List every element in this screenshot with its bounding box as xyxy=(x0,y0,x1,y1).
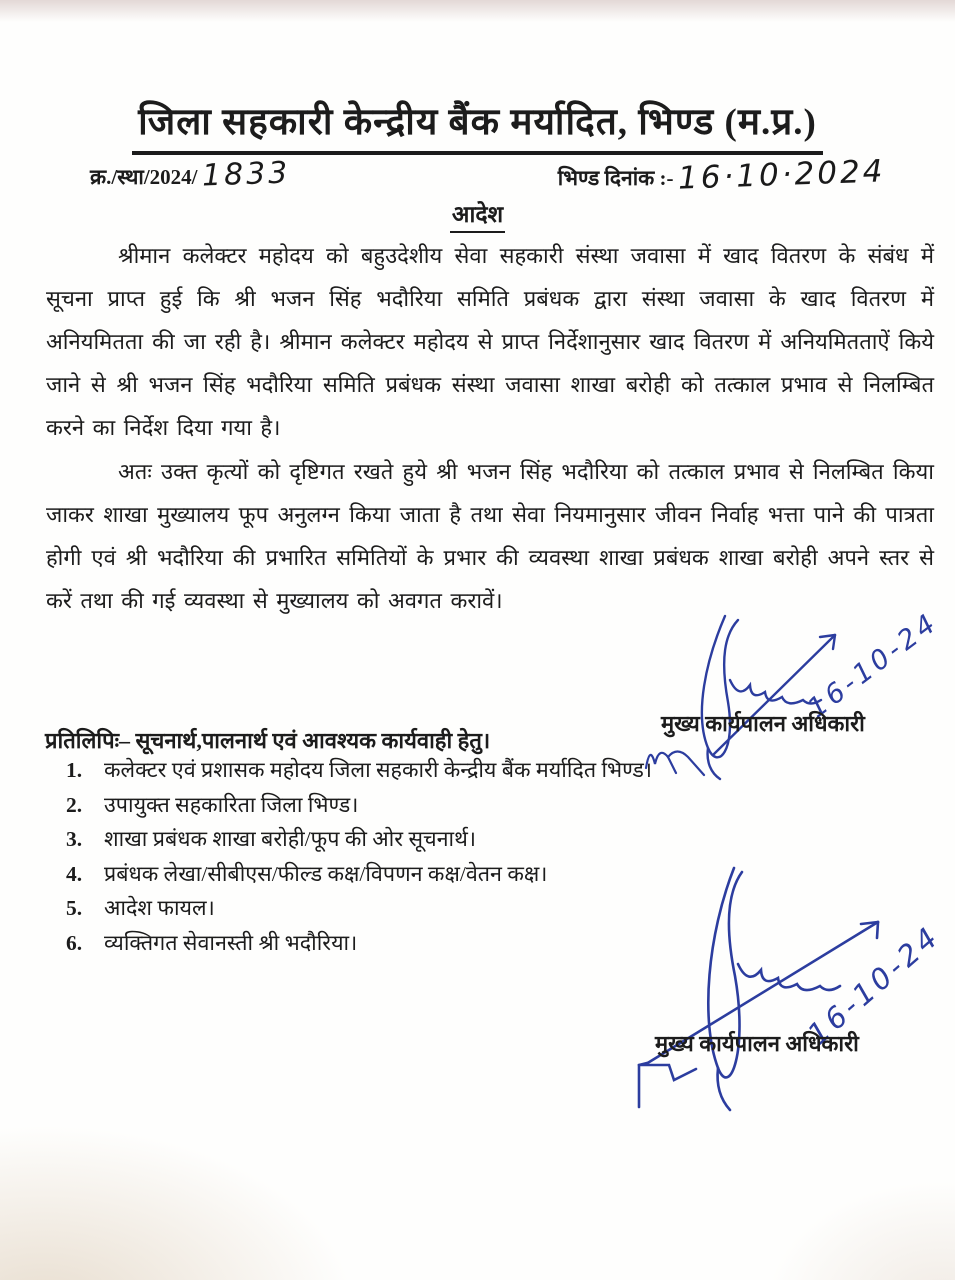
order-heading-text: आदेश xyxy=(450,197,505,233)
list-item-number: 5. xyxy=(66,896,83,920)
date-label: भिण्ड दिनांक :- xyxy=(557,166,674,190)
list-item-text: कलेक्टर एवं प्रशासक महोदय जिला सहकारी केन्द्रीय बैंक मर्यादित भिण्ड। xyxy=(104,758,652,782)
list-item xyxy=(66,758,652,782)
list-item-text: व्यक्तिगत सेवानस्ती श्री भदौरिया। xyxy=(104,930,358,955)
signature-2-designation: मुख्य कार्यपालन अधिकारी xyxy=(655,1031,859,1056)
list-item-number: 2. xyxy=(66,792,83,817)
list-item xyxy=(66,793,652,817)
reference-label: क्र./स्था/2024/ xyxy=(90,165,198,189)
scan-smudge-artifact xyxy=(0,1110,380,1280)
list-item-number: 6. xyxy=(66,930,83,955)
signature-1-designation: मुख्य कार्यपालन अधिकारी xyxy=(661,711,865,736)
order-heading xyxy=(0,197,955,233)
list-item-number: 1. xyxy=(66,758,83,782)
signature-1-ink xyxy=(628,598,938,783)
list-item-number: 4. xyxy=(66,861,83,886)
scan-edge-artifact xyxy=(0,0,955,22)
signature-1-date-handwritten: 16-10-24 xyxy=(802,606,945,725)
list-item-text: उपायुक्त सहकारिता जिला भिण्ड। xyxy=(104,792,359,817)
paragraph-1: श्रीमान कलेक्टर महोदय को बहुउदेशीय सेवा सहकारी संस्था जवासा में खाद वितरण के संबंध में सूचना प्राप्त हुई कि श्री भजन सिंह भदौरिया समिति प्रबंधक द्वारा संस्था जवासा के खाद वितरण में अनियमितता की जा रही है। श्रीमान कलेक्टर महोदय से प्राप्त निर्देशानुसार खाद वितरण में अनियमितताऐं किये जाने से श्री भजन सिंह भदौरिया समिति प्रबंधक संस्था जवासा शाखा बरोही को तत्काल प्रभाव से निलम्बित करने का निर्देश दिया गया है। xyxy=(46,243,934,440)
list-item xyxy=(66,827,652,851)
list-item-text: आदेश फायल। xyxy=(104,896,215,920)
list-item-number: 3. xyxy=(66,827,83,851)
reference-number-handwritten: 1833 xyxy=(200,155,291,194)
reference-row xyxy=(88,153,895,197)
signature-2-date-handwritten: 16-10-24 xyxy=(800,918,947,1052)
scan-smudge-artifact xyxy=(765,1180,955,1280)
list-item xyxy=(66,862,652,886)
date-handwritten: 16·10·2024 xyxy=(676,153,886,197)
copies-heading: प्रतिलिपिः– सूचनार्थ,पालनार्थ एवं आवश्यक कार्यवाही हेतु। xyxy=(45,728,491,753)
list-item-text: शाखा प्रबंधक शाखा बरोही/फूप की ओर सूचनार्थ। xyxy=(104,827,477,851)
list-item-text: प्रबंधक लेखा/सीबीएस/फील्ड कक्ष/विपणन कक्ष/वेतन कक्ष। xyxy=(104,861,548,886)
copies-list xyxy=(66,758,652,965)
list-item xyxy=(66,931,652,955)
reference-number xyxy=(88,155,291,194)
paragraph-2: अतः उक्त कृत्यों को दृष्टिगत रखते हुये श्री भजन सिंह भदौरिया को तत्काल प्रभाव से निलम्बित किया जाकर शाखा मुख्यालय फूप अनुलग्न किया जाता है तथा सेवा नियमानुसार जीवन निर्वाह भत्ता पाने की पात्रता होगी एवं श्री भदौरिया की प्रभारित समितियों के प्रभार की व्यवस्था शाखा प्रबंधक शाखा बरोही अपने स्तर से करें तथा की गई व्यवस्था से मुख्यालय को अवगत करावें। xyxy=(46,459,934,613)
bank-title xyxy=(0,94,955,155)
date-line xyxy=(557,153,895,197)
list-item xyxy=(66,896,652,920)
bank-title-text: जिला सहकारी केन्द्रीय बैंक मर्यादित, भिण्ड (म.प्र.) xyxy=(132,94,823,155)
